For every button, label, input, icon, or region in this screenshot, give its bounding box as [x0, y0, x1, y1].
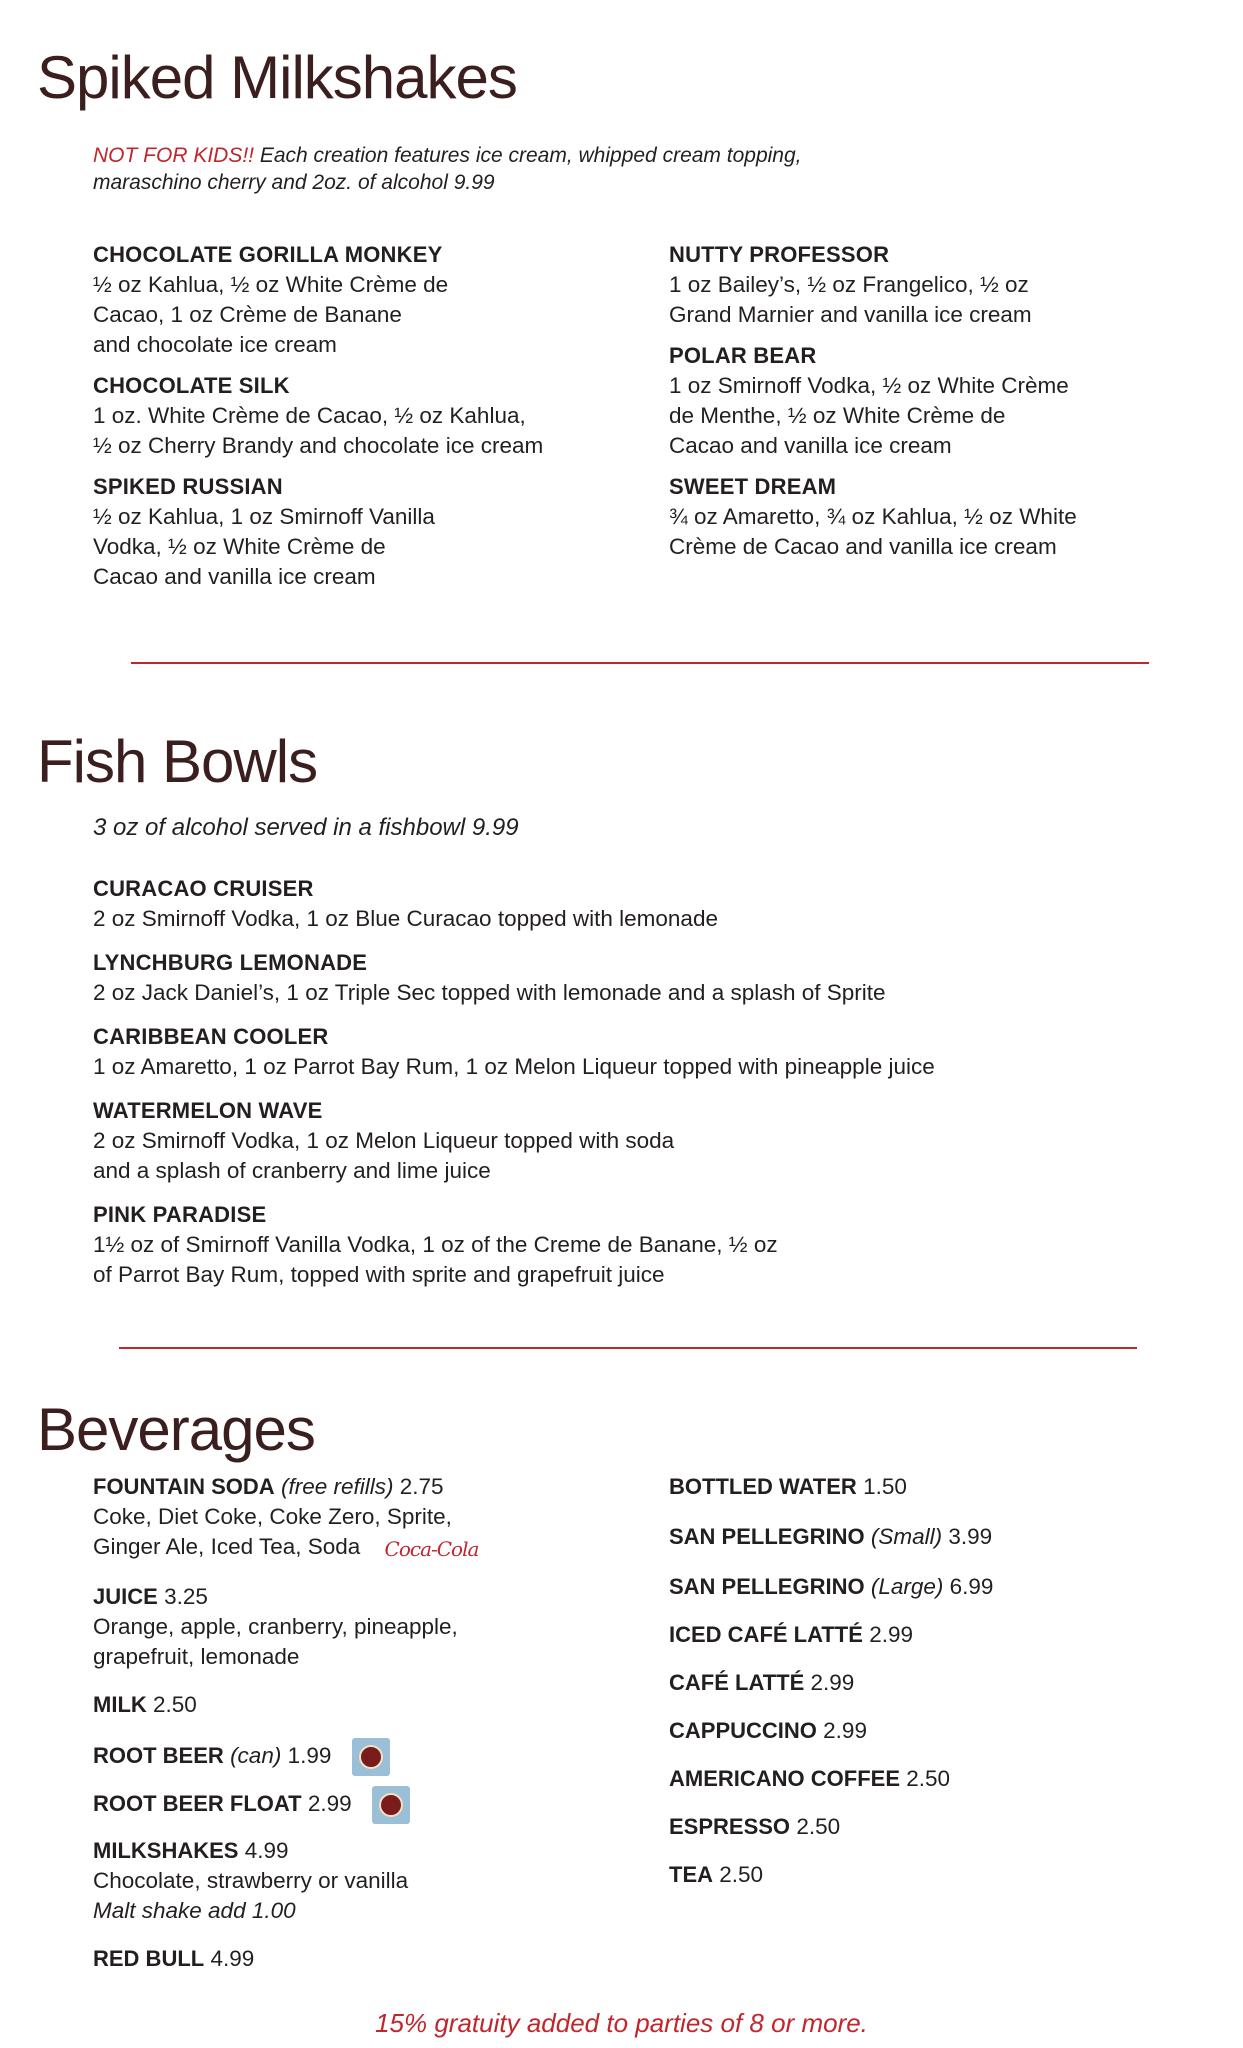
- item-name: CAFÉ LATTÉ: [669, 1670, 805, 1695]
- item-desc: of Parrot Bay Rum, topped with sprite and grapefruit juice: [93, 1262, 665, 1287]
- item-desc: ½ oz Cherry Brandy and chocolate ice cream: [93, 433, 544, 458]
- item-desc: Chocolate, strawberry or vanilla: [93, 1868, 409, 1893]
- beverage-item: [669, 1812, 1189, 1842]
- milkshakes-right-column: [669, 240, 1229, 573]
- menu-item: [93, 874, 1173, 934]
- milkshakes-title: Spiked Milkshakes: [37, 44, 517, 111]
- coca-cola-logo: Coca-Cola: [384, 1537, 479, 1561]
- item-name: AMERICANO COFFEE: [669, 1766, 900, 1791]
- item-desc: Cacao and vanilla ice cream: [669, 433, 952, 458]
- item-name: SPIKED RUSSIAN: [93, 474, 283, 499]
- beverage-item: [93, 1472, 653, 1564]
- beverage-item: [93, 1738, 653, 1776]
- item-desc: 1 oz Smirnoff Vodka, ½ oz White Crème: [669, 373, 1069, 398]
- item-name: SAN PELLEGRINO: [669, 1524, 865, 1549]
- item-desc: 1 oz Bailey’s, ½ oz Frangelico, ½ oz: [669, 272, 1029, 297]
- item-name: POLAR BEAR: [669, 343, 817, 368]
- item-name: CARIBBEAN COOLER: [93, 1024, 329, 1049]
- beverage-item: [669, 1668, 1189, 1698]
- item-price: 3.99: [948, 1524, 993, 1549]
- menu-item: [669, 341, 1229, 461]
- milkshakes-intro: [93, 142, 801, 196]
- item-desc: Vodka, ½ oz White Crème de: [93, 534, 386, 559]
- item-name: JUICE: [93, 1584, 158, 1609]
- item-name: SAN PELLEGRINO: [669, 1574, 865, 1599]
- beverage-item: [669, 1522, 1189, 1552]
- beverage-item: [93, 1690, 653, 1720]
- section-divider: [119, 1347, 1137, 1349]
- item-desc: ½ oz Kahlua, ½ oz White Crème de: [93, 272, 449, 297]
- item-name: SWEET DREAM: [669, 474, 837, 499]
- item-name: LYNCHBURG LEMONADE: [93, 950, 368, 975]
- fishbowls-title: Fish Bowls: [37, 728, 318, 795]
- menu-item: [93, 1200, 1173, 1290]
- item-note: (can): [230, 1742, 282, 1768]
- menu-item: [669, 472, 1229, 562]
- beverage-item: [669, 1620, 1189, 1650]
- item-name: NUTTY PROFESSOR: [669, 242, 890, 267]
- beverage-item: [93, 1786, 653, 1824]
- item-price: 3.25: [164, 1584, 208, 1609]
- gratuity-footer: 15% gratuity added to parties of 8 or more.: [375, 2008, 868, 2038]
- item-name: PINK PARADISE: [93, 1202, 267, 1227]
- fishbowls-list: [93, 874, 1173, 1304]
- item-desc: Coke, Diet Coke, Coke Zero, Sprite,: [93, 1504, 452, 1529]
- item-note: (Large): [870, 1574, 944, 1599]
- item-desc: Malt shake add 1.00: [93, 1898, 296, 1923]
- item-name: TEA: [669, 1862, 713, 1887]
- beverage-item: [93, 1836, 653, 1926]
- item-price: 1.50: [863, 1474, 907, 1499]
- item-price: 4.99: [210, 1946, 255, 1971]
- item-price: 2.50: [719, 1862, 764, 1887]
- item-name: MILKSHAKES: [93, 1838, 239, 1863]
- menu-item: [669, 240, 1229, 330]
- beverage-item: [93, 1582, 653, 1672]
- item-desc: 2 oz Smirnoff Vodka, 1 oz Blue Curacao topped with lemonade: [93, 906, 718, 931]
- beverages-title: Beverages: [37, 1396, 315, 1463]
- menu-item: [93, 948, 1173, 1008]
- item-name: CHOCOLATE GORILLA MONKEY: [93, 242, 443, 267]
- item-name: CURACAO CRUISER: [93, 876, 314, 901]
- menu-item: [93, 1096, 1173, 1186]
- item-name: ESPRESSO: [669, 1814, 791, 1839]
- item-desc: Crème de Cacao and vanilla ice cream: [669, 534, 1057, 559]
- item-name: ROOT BEER: [93, 1742, 224, 1768]
- item-price: 2.99: [307, 1790, 352, 1816]
- item-desc: and chocolate ice cream: [93, 332, 337, 357]
- item-name: BOTTLED WATER: [669, 1474, 857, 1499]
- beverage-item: [669, 1716, 1189, 1746]
- intro-line-1: Each creation features ice cream, whipped cream topping,: [259, 144, 802, 167]
- item-desc: Cacao, 1 oz Crème de Banane: [93, 302, 402, 327]
- item-price: 2.99: [810, 1670, 855, 1695]
- menu-item: [93, 1022, 1173, 1082]
- item-price: 2.50: [906, 1766, 951, 1791]
- item-price: 1.99: [287, 1742, 332, 1768]
- beverage-item: [669, 1764, 1189, 1794]
- item-desc: 2 oz Jack Daniel’s, 1 oz Triple Sec topped with lemonade and a splash of Sprite: [93, 980, 886, 1005]
- item-note: (free refills): [280, 1474, 394, 1499]
- item-name: CAPPUCCINO: [669, 1718, 817, 1743]
- item-name: RED BULL: [93, 1946, 205, 1971]
- item-desc: 1 oz. White Crème de Cacao, ½ oz Kahlua,: [93, 403, 526, 428]
- item-price: 2.50: [153, 1692, 197, 1717]
- item-name: CHOCOLATE SILK: [93, 373, 290, 398]
- milkshakes-left-column: [93, 240, 653, 603]
- fishbowls-intro: 3 oz of alcohol served in a fishbowl 9.99: [93, 814, 519, 841]
- item-desc: 1 oz Amaretto, 1 oz Parrot Bay Rum, 1 oz Melon Liqueur topped with pineapple juice: [93, 1054, 935, 1079]
- item-desc: Grand Marnier and vanilla ice cream: [669, 302, 1032, 327]
- menu-item: [93, 240, 653, 360]
- item-desc: Ginger Ale, Iced Tea, Soda: [93, 1534, 361, 1559]
- item-desc: de Menthe, ½ oz White Crème de: [669, 403, 1006, 428]
- item-name: WATERMELON WAVE: [93, 1098, 323, 1123]
- item-price: 6.99: [949, 1574, 994, 1599]
- menu-item: [93, 472, 653, 592]
- item-desc: Cacao and vanilla ice cream: [93, 564, 376, 589]
- item-desc: ¾ oz Amaretto, ¾ oz Kahlua, ½ oz White: [669, 504, 1077, 529]
- item-desc: ½ oz Kahlua, 1 oz Smirnoff Vanilla: [93, 504, 435, 529]
- item-price: 2.99: [869, 1622, 913, 1647]
- item-name: FOUNTAIN SODA: [93, 1474, 275, 1499]
- beverage-item: [669, 1472, 1189, 1502]
- menu-item: [93, 371, 653, 461]
- intro-line-2: maraschino cherry and 2oz. of alcohol 9.99: [93, 171, 495, 194]
- item-desc: 1½ oz of Smirnoff Vanilla Vodka, 1 oz of the Creme de Banane, ½ oz: [93, 1232, 778, 1257]
- barqs-logo-icon: [352, 1738, 390, 1776]
- item-desc: 2 oz Smirnoff Vodka, 1 oz Melon Liqueur topped with soda: [93, 1128, 675, 1153]
- item-name: ICED CAFÉ LATTÉ: [669, 1622, 863, 1647]
- item-name: ROOT BEER FLOAT: [93, 1790, 302, 1816]
- item-desc: Orange, apple, cranberry, pineapple,: [93, 1614, 458, 1639]
- beverages-right-column: [669, 1472, 1189, 1908]
- beverage-item: [669, 1860, 1189, 1890]
- barqs-logo-icon: [372, 1786, 410, 1824]
- beverage-item: [669, 1572, 1189, 1602]
- section-divider: [131, 662, 1149, 664]
- beverages-left-column: [93, 1472, 653, 1992]
- not-for-kids-warning: NOT FOR KIDS!!: [93, 144, 255, 167]
- item-note: (Small): [870, 1524, 943, 1549]
- item-desc: grapefruit, lemonade: [93, 1644, 300, 1669]
- beverage-item: [93, 1944, 653, 1974]
- item-price: 2.75: [399, 1474, 444, 1499]
- item-price: 2.50: [796, 1814, 841, 1839]
- item-desc: and a splash of cranberry and lime juice: [93, 1158, 491, 1183]
- item-name: MILK: [93, 1692, 147, 1717]
- item-price: 4.99: [244, 1838, 289, 1863]
- item-price: 2.99: [823, 1718, 867, 1743]
